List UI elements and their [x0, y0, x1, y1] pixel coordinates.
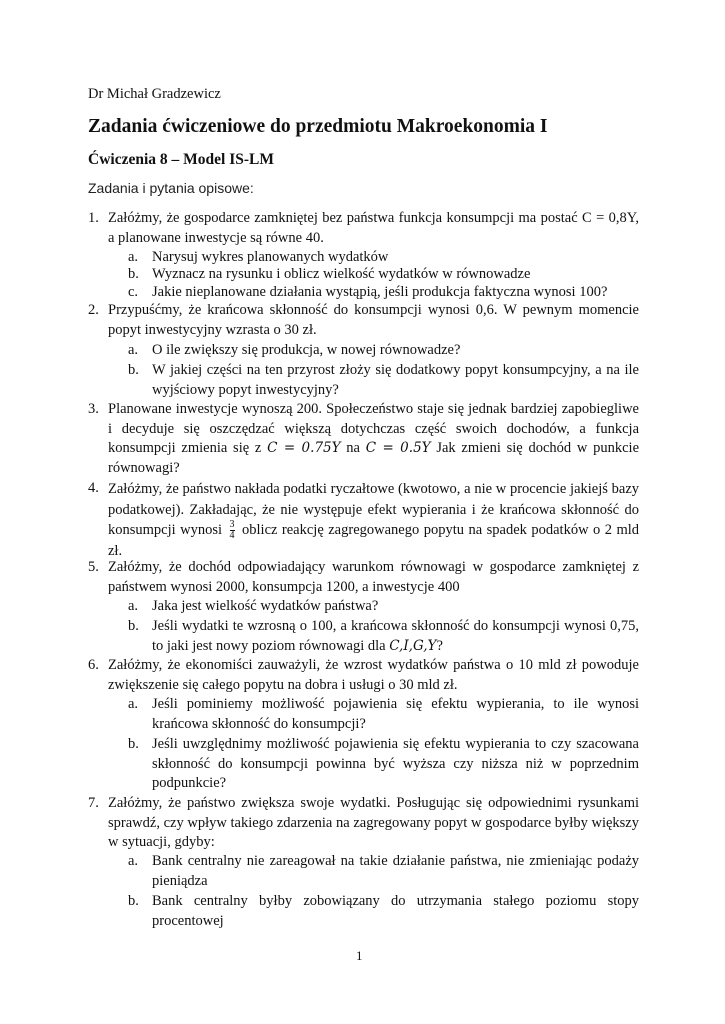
- subquestion-text: Jeśli uwzględnimy możliwość pojawienia się efektu wypierania to czy szacowana skłonność do konsumpcji powinna być wyższa czy niższa niż w poprzednim podpunkcie?: [152, 736, 639, 791]
- subquestion-label: a.: [128, 853, 139, 869]
- question-text: Przypuśćmy, że krańcowa skłonność do konsumpcji wynosi 0,6. W pewnym momencie popyt inwestycyjny wzrasta o 30 zł.: [108, 302, 639, 338]
- subquestion-text-part: Jeśli wydatki te wzrosną o 100, a krańcowa skłonność do konsumpcji wynosi 0,75, to jaki jest nowy poziom równowagi dla: [152, 618, 639, 654]
- subquestion-label: c.: [128, 284, 139, 300]
- question-text: [108, 479, 639, 562]
- subquestion-text: Bank centralny nie zareagował na takie działanie państwa, nie zmieniając podaży pieniądza: [152, 853, 639, 889]
- exercise-subtitle: Ćwiczenia 8 – Model IS-LM: [88, 151, 274, 168]
- page-number: 1: [356, 948, 363, 963]
- question-number: 7.: [88, 795, 99, 811]
- fraction-denominator: 4: [229, 530, 235, 542]
- subquestion-label: a.: [128, 598, 139, 614]
- question-number: 3.: [88, 401, 99, 417]
- question-text-part: Planowane inwestycje wynoszą 200. Społeczeństwo staje się jednak bardziej zapobiegliwe i decyduje się oszczędzać większą dotychczas część swoich dochodów, a funkcja konsumpcji zmienia się z: [108, 401, 639, 456]
- subquestion-text: Narysuj wykres planowanych wydatków: [152, 249, 389, 265]
- question-number: 4.: [88, 480, 99, 496]
- document-title: Zadania ćwiczeniowe do przedmiotu Makroekonomia I: [88, 116, 548, 137]
- subquestion-text: [152, 617, 639, 656]
- subquestion-label: b.: [128, 362, 139, 378]
- subquestion-label: b.: [128, 893, 139, 909]
- question-text: Załóżmy, że dochód odpowiadający warunkom równowagi w gospodarce zamkniętej z państwem wynosi 2000, konsumpcja 1200, a inwestycje 400: [108, 559, 639, 595]
- question-text: [108, 400, 639, 478]
- subquestion-text-tail: ?: [436, 637, 443, 654]
- intro-text: Zadania i pytania opisowe:: [88, 180, 254, 196]
- subquestion-text: Wyznacz na rysunku i oblicz wielkość wydatków w równowadze: [152, 266, 531, 282]
- question-text-part: Jak zmieni się dochód w punkcie równowagi?: [108, 440, 640, 476]
- question-number: 2.: [88, 302, 99, 318]
- formula-consumption-old: C = 0.75Y: [267, 440, 341, 456]
- question-text-part: oblicz reakcję zagregowanego popytu na spadek podatków o 2 mld zł.: [108, 522, 640, 560]
- question-text: Załóżmy, że ekonomiści zauważyli, że wzrost wydatków państwa o 10 mld zł powoduje zwiększenie się całego popytu na dobra i usługi o 30 mld zł.: [108, 657, 639, 693]
- question-text-part: na: [346, 440, 360, 456]
- subquestion-label: a.: [128, 249, 139, 265]
- formula-consumption-new: C = 0.5Y: [365, 440, 431, 456]
- question-text: Załóżmy, że gospodarce zamkniętej bez państwa funkcja konsumpcji ma postać C = 0,8Y, a planowane inwestycje są równe 40.: [108, 210, 639, 246]
- subquestion-text: W jakiej części na ten przyrost złoży się dodatkowy popyt konsumpcyjny, a na ile wyjściowy popyt inwestycyjny?: [152, 362, 639, 398]
- question-number: 6.: [88, 657, 99, 673]
- question-number: 1.: [88, 210, 99, 226]
- subquestion-label: a.: [128, 696, 139, 712]
- question-number: 5.: [88, 559, 99, 575]
- subquestion-label: b.: [128, 266, 139, 282]
- fraction-numerator: 3: [229, 519, 235, 531]
- subquestion-text: Jeśli pominiemy możliwość pojawienia się efektu wypierania, to ile wynosi krańcowa skłonność do konsumpcji?: [152, 696, 639, 732]
- question-text-part: Załóżmy, że państwo nakłada podatki ryczałtowe (kwotowo, a nie w procencie jakiejś bazy podatkowej). Zakładając, że nie występuje efekt wypierania i że krańcowa skłonność do konsumpcji wynosi: [108, 481, 639, 538]
- subquestion-text: Jaka jest wielkość wydatków państwa?: [152, 598, 379, 614]
- subquestion-text: O ile zwiększy się produkcja, w nowej równowadze?: [152, 342, 461, 358]
- fraction-three-quarters: [230, 520, 235, 541]
- formula-variables: C,I,G,Y: [389, 637, 437, 654]
- subquestion-label: b.: [128, 736, 139, 752]
- subquestion-text: Bank centralny byłby zobowiązany do utrzymania stałego poziomu stopy procentowej: [152, 893, 639, 929]
- subquestion-label: a.: [128, 342, 139, 358]
- author-line: Dr Michał Gradzewicz: [88, 86, 221, 102]
- subquestion-text: Jakie nieplanowane działania wystąpią, jeśli produkcja faktyczna wynosi 100?: [152, 284, 608, 300]
- subquestion-label: b.: [128, 618, 139, 634]
- question-text: Załóżmy, że państwo zwiększa swoje wydatki. Posługując się odpowiednimi rysunkami sprawdź, czy wpływ takiego zdarzenia na zagregowany popyt w gospodarce byłby większy w sytuacji, gdyby:: [108, 795, 639, 850]
